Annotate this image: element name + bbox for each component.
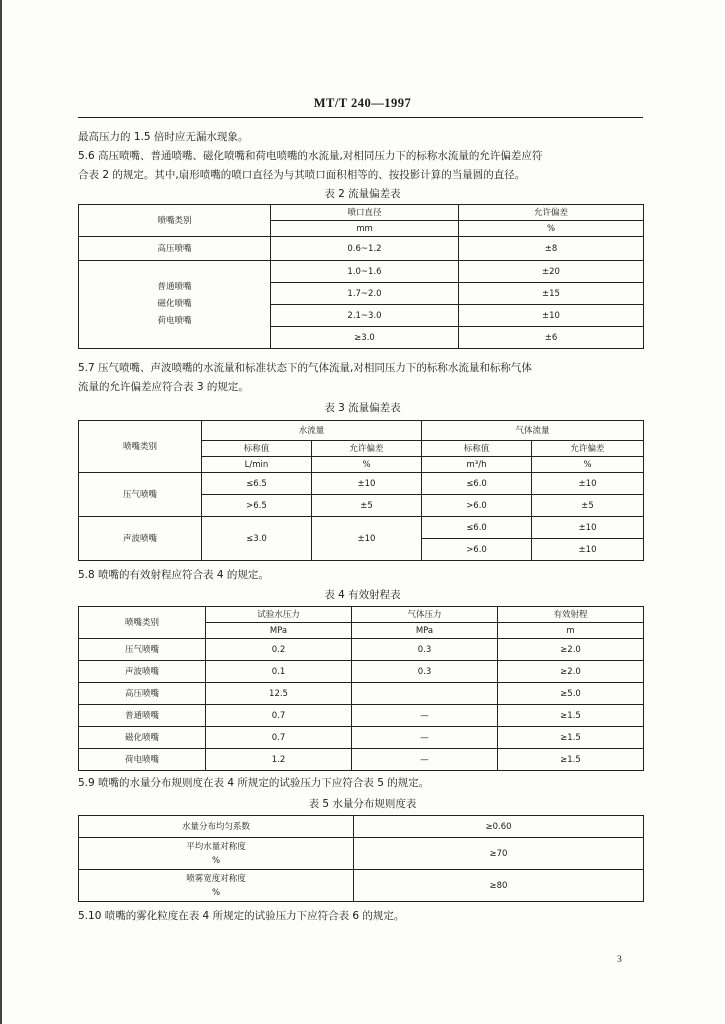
- t4-gas-4: —: [352, 705, 498, 727]
- t4-range-4: ≥1.5: [498, 705, 644, 727]
- t3-air-water-2: >6.5: [202, 495, 312, 517]
- paragraph-5-7-line2: 流量的允许偏差应符合表 3 的规定。: [78, 381, 249, 393]
- table3-caption: 表 3 流量偏差表: [324, 402, 401, 414]
- paragraph-5-6-line2: 合表 2 的规定。其中,扇形喷嘴的喷口直径为与其喷口面积相等的、按投影计算的当量圆的直径。: [78, 169, 526, 181]
- t2-dia-3: 2.1~3.0: [271, 305, 459, 327]
- page-number: 3: [617, 955, 622, 965]
- t2-col-dev-unit: %: [459, 221, 644, 237]
- standard-header: MT/T 240—1997: [313, 96, 412, 110]
- t5-label-2: 平均水量对称度: [186, 841, 246, 852]
- t4-unit-water: MPa: [206, 623, 352, 639]
- t3-sonic-type: 声波喷嘴: [79, 517, 202, 561]
- t2-col-dia: 喷口直径: [271, 205, 459, 221]
- t4-col-type: 喷嘴类别: [79, 607, 206, 639]
- t2-dev-4: ±6: [459, 327, 644, 349]
- t3-air-type: 压气喷嘴: [79, 473, 202, 517]
- t3-sonic-gas-dev-1: ±10: [532, 517, 644, 539]
- t3-sonic-water: ≤3.0: [202, 517, 312, 561]
- header-rule: [78, 117, 643, 118]
- t4-type-2: 声波喷嘴: [79, 661, 206, 683]
- t3-col-type: 喷嘴类别: [79, 421, 202, 473]
- t4-unit-gas: MPa: [352, 623, 498, 639]
- t2-type-charged: 荷电喷嘴: [157, 316, 192, 326]
- t3-gas-dev: 允许偏差: [532, 441, 644, 457]
- table2-caption: 表 2 流量偏差表: [324, 188, 401, 200]
- t3-air-gas-1: ≤6.0: [422, 473, 532, 495]
- t4-range-2: ≥2.0: [498, 661, 644, 683]
- t2-dev-3: ±10: [459, 305, 644, 327]
- t3-air-gas-dev-1: ±10: [532, 473, 644, 495]
- t2-type-magnetized: 磁化喷嘴: [157, 299, 192, 309]
- t5-unit-3: %: [211, 887, 221, 898]
- paragraph-5-8: 5.8 喷嘴的有效射程应符合表 4 的规定。: [78, 569, 269, 581]
- t2-high-type: 高压喷嘴: [79, 237, 271, 261]
- t4-col-gas: 气体压力: [352, 607, 498, 623]
- paragraph-5-7-line1: 5.7 压气喷嘴、声波喷嘴的水流量和标准状态下的气体流量,对相同压力下的标称水流量和标称气体: [78, 362, 532, 374]
- t5-row2-label-cell: [79, 838, 354, 870]
- t4-water-6: 1.2: [206, 749, 352, 771]
- table3-flow-deviation: [78, 420, 644, 561]
- t4-water-2: 0.1: [206, 661, 352, 683]
- t2-group-types: [79, 261, 271, 349]
- t5-value-3: ≥80: [354, 870, 644, 902]
- t4-range-3: ≥5.0: [498, 683, 644, 705]
- t4-col-water: 试验水压力: [206, 607, 352, 623]
- t4-type-1: 压气喷嘴: [79, 639, 206, 661]
- t3-air-water-dev-1: ±10: [312, 473, 422, 495]
- table4-effective-range: [78, 606, 644, 771]
- paragraph-5-5-end: 最高压力的 1.5 倍时应无漏水现象。: [78, 131, 249, 143]
- t4-gas-3: [352, 683, 498, 705]
- scan-edge: [0, 0, 2, 1024]
- t4-type-5: 磁化喷嘴: [79, 727, 206, 749]
- t4-water-4: 0.7: [206, 705, 352, 727]
- t3-sonic-gas-dev-2: ±10: [532, 539, 644, 561]
- t4-type-4: 普通喷嘴: [79, 705, 206, 727]
- t5-unit-2: %: [211, 855, 221, 866]
- t4-gas-1: 0.3: [352, 639, 498, 661]
- t3-water-dev: 允许偏差: [312, 441, 422, 457]
- table2-flow-deviation: [78, 204, 644, 349]
- t2-high-dev: ±8: [459, 237, 644, 261]
- t5-row3-label-cell: [79, 870, 354, 902]
- t3-air-water-1: ≤6.5: [202, 473, 312, 495]
- paragraph-5-9: 5.9 喷嘴的水量分布规则度在表 4 所规定的试验压力下应符合表 5 的规定。: [78, 777, 430, 789]
- t2-dev-2: ±15: [459, 283, 644, 305]
- t3-sonic-gas-2: >6.0: [422, 539, 532, 561]
- t5-label-3: 喷雾宽度对称度: [186, 873, 246, 884]
- paragraph-5-10: 5.10 喷嘴的雾化粒度在表 4 所规定的试验压力下应符合表 6 的规定。: [78, 910, 405, 922]
- paragraph-5-6-line1: 5.6 高压喷嘴、普通喷嘴、磁化喷嘴和荷电喷嘴的水流量,对相同压力下的标称水流量的允许偏差应符: [78, 150, 543, 162]
- t4-gas-5: —: [352, 727, 498, 749]
- t3-group-gas: 气体流量: [422, 421, 644, 441]
- t3-unit-pct-gas: %: [532, 457, 644, 473]
- t4-col-range: 有效射程: [498, 607, 644, 623]
- t4-gas-6: —: [352, 749, 498, 771]
- t4-type-3: 高压喷嘴: [79, 683, 206, 705]
- t2-dev-1: ±20: [459, 261, 644, 283]
- t3-gas-nominal: 标称值: [422, 441, 532, 457]
- table5-water-distribution: [78, 815, 644, 902]
- t3-unit-water: L/min: [202, 457, 312, 473]
- t4-gas-2: 0.3: [352, 661, 498, 683]
- t4-range-5: ≥1.5: [498, 727, 644, 749]
- t4-water-5: 0.7: [206, 727, 352, 749]
- t2-type-ordinary: 普通喷嘴: [157, 282, 192, 292]
- t3-air-gas-2: >6.0: [422, 495, 532, 517]
- t3-air-water-dev-2: ±5: [312, 495, 422, 517]
- t5-label-1: 水量分布均匀系数: [79, 816, 354, 838]
- t2-dia-4: ≥3.0: [271, 327, 459, 349]
- t3-air-gas-dev-2: ±5: [532, 495, 644, 517]
- t4-water-1: 0.2: [206, 639, 352, 661]
- t3-sonic-water-dev: ±10: [312, 517, 422, 561]
- t4-range-1: ≥2.0: [498, 639, 644, 661]
- t3-sonic-gas-1: ≤6.0: [422, 517, 532, 539]
- t2-col-dev: 允许偏差: [459, 205, 644, 221]
- t5-value-2: ≥70: [354, 838, 644, 870]
- t2-col-type: 喷嘴类别: [79, 205, 271, 237]
- t2-dia-2: 1.7~2.0: [271, 283, 459, 305]
- t3-water-nominal: 标称值: [202, 441, 312, 457]
- t2-high-dia: 0.6~1.2: [271, 237, 459, 261]
- t3-group-water: 水流量: [202, 421, 422, 441]
- t3-unit-gas: m³/h: [422, 457, 532, 473]
- table5-caption: 表 5 水量分布规则度表: [308, 798, 417, 810]
- t4-type-6: 荷电喷嘴: [79, 749, 206, 771]
- t4-water-3: 12.5: [206, 683, 352, 705]
- t3-unit-pct-water: %: [312, 457, 422, 473]
- t4-range-6: ≥1.5: [498, 749, 644, 771]
- t5-value-1: ≥0.60: [354, 816, 644, 838]
- t4-unit-range: m: [498, 623, 644, 639]
- t2-col-dia-unit: mm: [271, 221, 459, 237]
- table4-caption: 表 4 有效射程表: [324, 589, 401, 601]
- t2-dia-1: 1.0~1.6: [271, 261, 459, 283]
